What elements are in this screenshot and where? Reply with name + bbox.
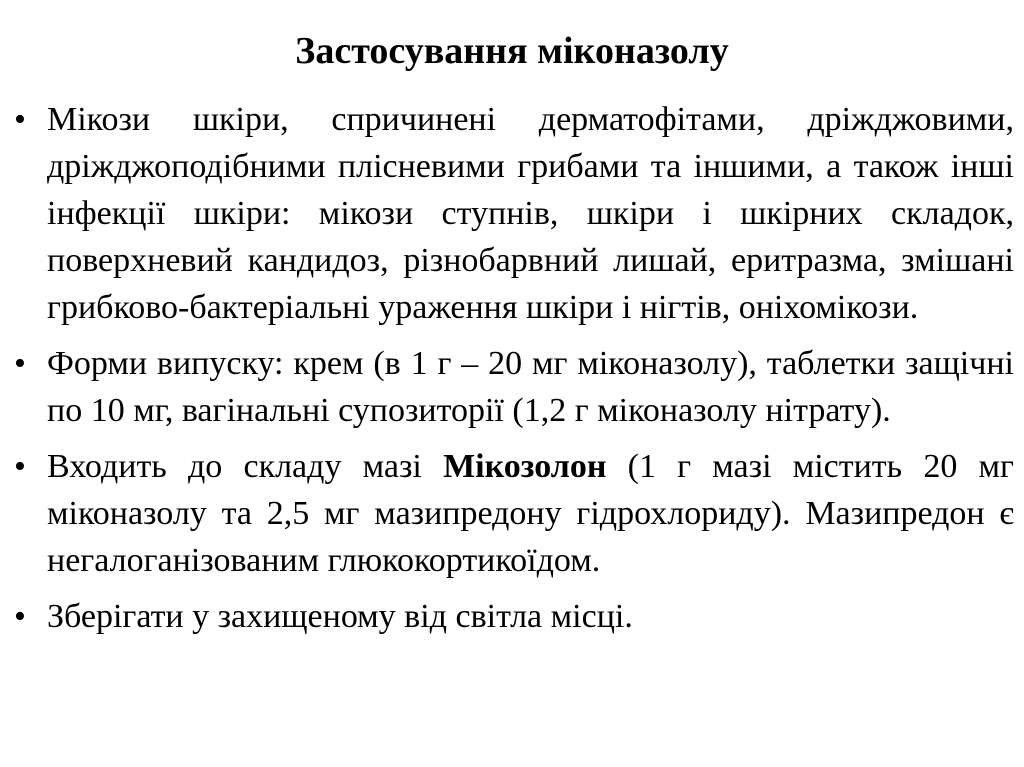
slide-title: Застосування міконазолу [295, 30, 729, 72]
bullet-marker: • [14, 598, 26, 635]
bullet-marker: • [14, 345, 26, 382]
bullet-text: Мікози шкіри, спричинені дерматофітами, дріжджовими, дріжджоподібними плісневими грибами та іншими, а також інші інфекції шкіри: мікози ступнів, шкіри і шкірних складок, поверхневий кандидоз, різнобарвний лишай, еритразма, змішані грибково-бактеріальні ураження шкіри і нігтів, оніхомікози. [47, 101, 1014, 326]
bullet-text: Зберігати у захищеному від світла місці. [47, 598, 633, 635]
bullet-text: Форми випуску: крем (в 1 г – 20 мг міконазолу), таблетки защічні по 10 мг, вагінальні супозиторії (1,2 г міконазолу нітрату). [47, 345, 1014, 429]
bullet-item-composition [0, 443, 1024, 584]
bullet-list [0, 96, 1024, 649]
product-name-bold: Мікозолон [443, 448, 607, 485]
bullet-item-storage [0, 593, 1024, 640]
bullet-item-release-forms [0, 340, 1024, 434]
bullet-text-before: Входить до складу мазі [47, 448, 444, 485]
bullet-text-after: (1 г мазі містить 20 мг міконазолу та 2,5 мг мазипредону гідрохлориду). Мазипредон є негалоганізованим глюкокортикоїдом. [47, 448, 1014, 579]
bullet-marker: • [14, 101, 26, 138]
bullet-text [47, 443, 1014, 584]
bullet-marker: • [14, 448, 26, 485]
bullet-item-indications [0, 96, 1024, 331]
